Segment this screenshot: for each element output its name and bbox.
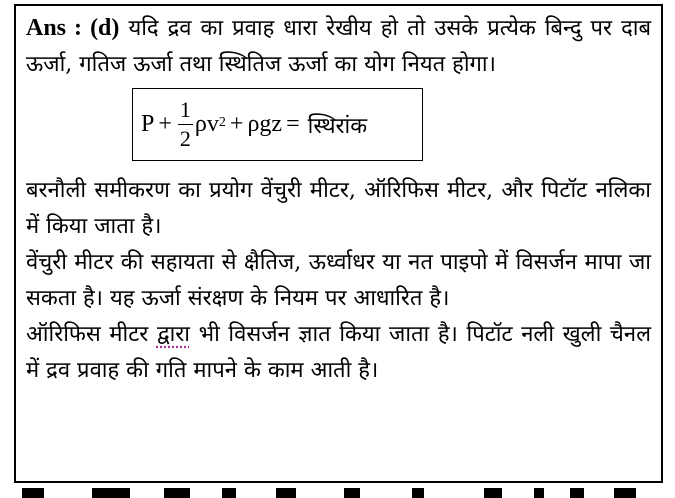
- bernoulli-uses-paragraph: बरनौली समीकरण का प्रयोग वेंचुरी मीटर, ऑरिफिस मीटर, और पिटॉट नलिका में किया जाता है।: [26, 178, 651, 239]
- formula-plus-1: +: [158, 111, 172, 137]
- para4-end: भी विसर्जन ज्ञात किया जाता है। पिटॉट नली खुली चैनल में द्रव प्रवाह की गति मापने के काम आती है।: [26, 322, 651, 383]
- formula-fraction: [178, 99, 193, 150]
- bernoulli-formula: [132, 88, 423, 161]
- cropped-next-line: [14, 486, 663, 498]
- formula-potential: ρgz: [247, 111, 283, 137]
- answer-box: [14, 4, 663, 483]
- orifice-pitot-paragraph: [26, 317, 651, 389]
- intro-text: यदि द्रव का प्रवाह धारा रेखीय हो तो उसके प्रत्येक बिन्दु पर दाब ऊर्जा, गतिज ऊर्जा तथा स्थितिज ऊर्जा का योग नियत होगा।: [26, 16, 652, 77]
- formula-pressure: P: [141, 111, 155, 137]
- answer-label: Ans : (d): [26, 15, 120, 41]
- para4-start: ऑरिफिस मीटर: [26, 322, 149, 347]
- fraction-numerator: 1: [178, 99, 193, 125]
- formula-area: [26, 83, 651, 173]
- venturi-paragraph: वेंचुरी मीटर की सहायता से क्षैतिज, ऊर्ध्वाधर या नत पाइपो में विसर्जन मापा जा सकता है। यह ऊर्जा संरक्षण के नियम पर आधारित है।: [26, 250, 651, 311]
- fraction-denominator: 2: [179, 126, 191, 151]
- formula-exponent: 2: [218, 114, 226, 130]
- formula-equals: =: [286, 111, 300, 137]
- formula-plus-2: +: [229, 111, 244, 137]
- formula-constant: स्थिरांक: [307, 113, 368, 139]
- spellcheck-marked-word: द्वारा: [156, 322, 190, 347]
- formula-kinetic: ρv: [194, 111, 219, 137]
- intro-paragraph: [26, 10, 651, 83]
